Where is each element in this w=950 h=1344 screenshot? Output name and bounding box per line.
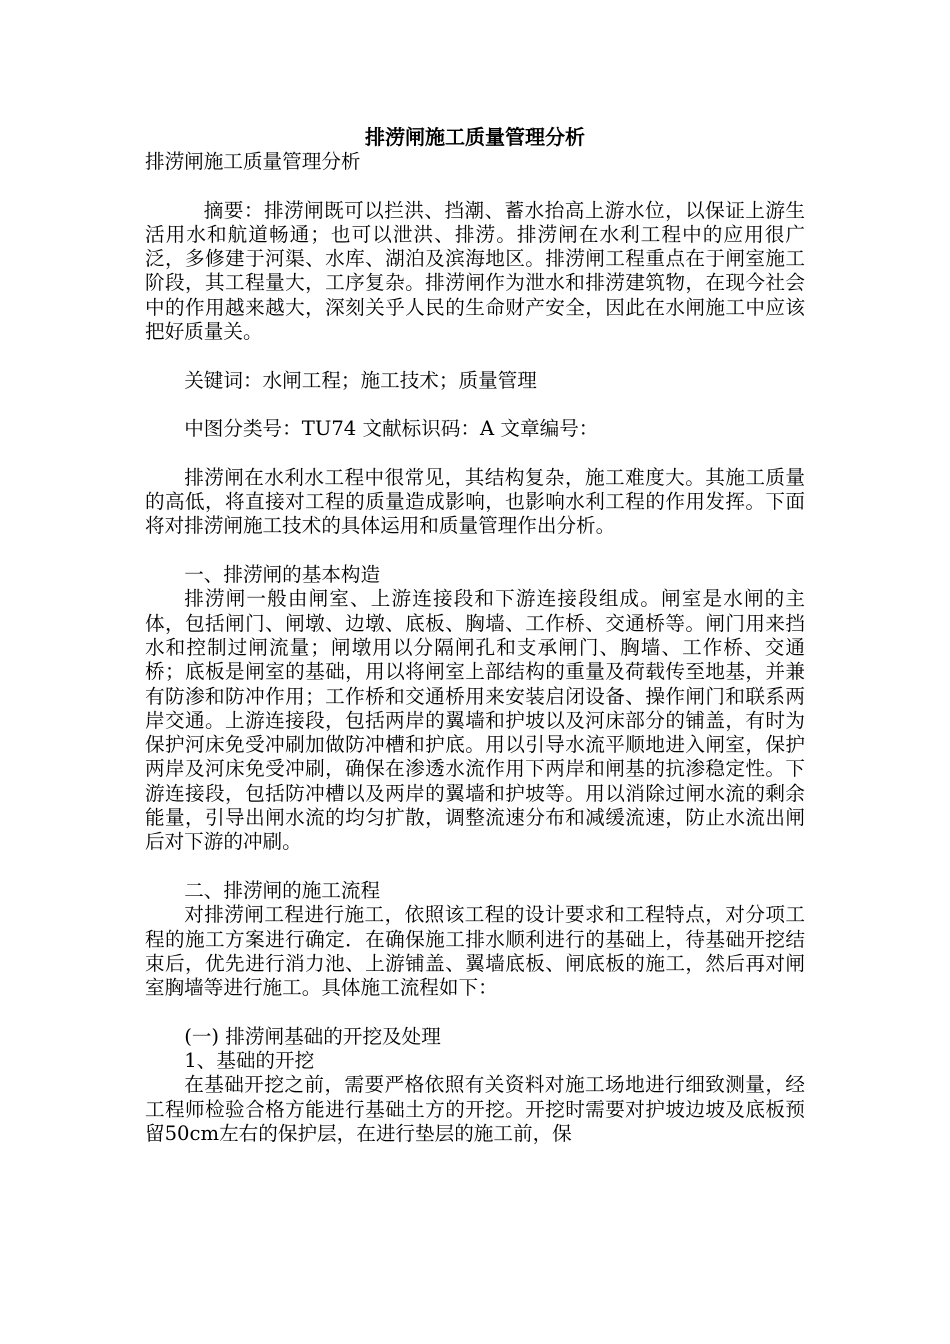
spacer	[145, 539, 805, 563]
spacer	[145, 442, 805, 466]
section-heading-2: 二、排涝闸的施工流程	[184, 878, 381, 902]
abstract-paragraph: 摘要：排涝闸既可以拦洪、挡潮、蓄水抬高上游水位，以保证上游生活用水和航道畅通；也可以泄洪、排涝。排涝闸在水利工程中的应用很广泛，多修建于河渠、水库、湖泊及滨海地区。排涝闸工程重点在于闸室施工阶段，其工程量大，工序复杂。排涝闸作为泄水和排涝建筑物，在现今社会中的作用越来越大，深刻关乎人民的生命财产安全，因此在水闸施工中应该把好质量关。	[145, 198, 805, 344]
spacer	[145, 1000, 805, 1024]
intro-paragraph: 排涝闸在水利水工程中很常见，其结构复杂，施工难度大。其施工质量的高低，将直接对工程的质量造成影响，也影响水利工程的作用发挥。下面将对排涝闸施工技术的具体运用和质量管理作出分析。	[145, 465, 805, 538]
subsection-body-1: 在基础开挖之前，需要严格依照有关资料对施工场地进行细致测量，经工程师检验合格方能进行基础土方的开挖。开挖时需要对护坡边坡及底板预留50cm左右的保护层，在进行垫层的施工前，保	[145, 1073, 805, 1145]
subsection-heading-1: (一) 排涝闸基础的开挖及处理	[184, 1024, 441, 1048]
document-title: 排涝闸施工质量管理分析	[365, 125, 585, 149]
document-page	[145, 120, 805, 1146]
spacer	[145, 174, 805, 198]
keywords-line: 关键词：水闸工程；施工技术；质量管理	[184, 368, 537, 392]
section-heading-1: 一、排涝闸的基本构造	[184, 563, 381, 587]
section-body-2: 对排涝闸工程进行施工，依照该工程的设计要求和工程特点，对分项工程的施工方案进行确定．在确保施工排水顺利进行的基础上，待基础开挖结束后，优先进行消力池、上游铺盖、翼墙底板、闸底板的施工，然后再对闸室胸墙等进行施工。具体施工流程如下：	[145, 903, 805, 1000]
spacer	[145, 393, 805, 417]
spacer	[145, 344, 805, 368]
document-subtitle: 排涝闸施工质量管理分析	[145, 150, 361, 173]
classification-line: 中图分类号：TU74 文献标识码：A 文章编号：	[184, 417, 599, 441]
subsection-item-1: 1、基础的开挖	[184, 1048, 315, 1072]
spacer	[145, 855, 805, 879]
section-body-1: 排涝闸一般由闸室、上游连接段和下游连接段组成。闸室是水闸的主体，包括闸门、闸墩、边墩、底板、胸墙、工作桥、交通桥等。闸门用来挡水和控制过闸流量；闸墩用以分隔闸孔和支承闸门、胸墙、工作桥、交通桥；底板是闸室的基础，用以将闸室上部结构的重量及荷载传至地基，并兼有防渗和防冲作用；工作桥和交通桥用来安装启闭设备、操作闸门和联系两岸交通。上游连接段，包括两岸的翼墙和护坡以及河床部分的铺盖，有时为保护河床免受冲刷加做防冲槽和护底。用以引导水流平顺地进入闸室，保护两岸及河床免受冲刷，确保在渗透水流作用下两岸和闸基的抗渗稳定性。下游连接段，包括防冲槽以及两岸的翼墙和护坡等。用以消除过闸水流的剩余能量，引导出闸水流的均匀扩散，调整流速分布和减缓流速，防止水流出闸后对下游的冲刷。	[145, 587, 805, 854]
